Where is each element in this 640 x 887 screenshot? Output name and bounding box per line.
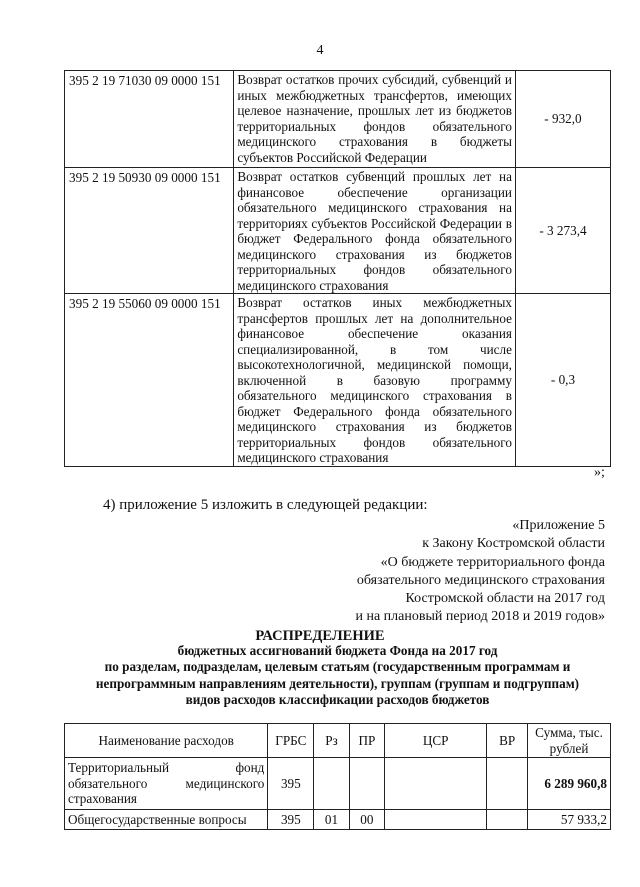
header-sum: Сумма, тыс. рублей: [528, 724, 611, 758]
table-row: [65, 71, 611, 168]
amount-cell: - 3 273,4: [515, 168, 610, 294]
expense-name-cell: Общегосударственные вопросы: [65, 809, 268, 830]
header-csr: ЦСР: [385, 724, 487, 758]
table-row: [65, 294, 611, 467]
table-row: [65, 809, 611, 830]
csr-cell: [385, 809, 487, 830]
description-cell: Возврат остатков прочих субсидий, субвенций и иных межбюджетных трансфертов, имеющих целевое назначение, прошлых лет из бюджетов территориальных фондов обязательного медицинского страхования в бюджеты субъектов Российской Федерации: [234, 71, 516, 168]
pr-cell: 00: [349, 809, 384, 830]
annex-line: Костромской области на 2017 год: [405, 591, 605, 607]
expenditure-table: [64, 723, 611, 830]
subtitle-line: по разделам, подразделам, целевым статьям (государственным программам и: [104, 659, 571, 675]
rz-cell: [314, 758, 349, 810]
vr-cell: [487, 809, 528, 830]
annex-line: «О бюджете территориального фонда: [380, 554, 605, 570]
expense-name-cell: Территориальный фонд обязательного медицинского страхования: [65, 758, 268, 810]
grbs-cell: 395: [268, 758, 314, 810]
rz-cell: 01: [314, 809, 349, 830]
header-grbs: ГРБС: [268, 724, 314, 758]
amount-cell: - 0,3: [515, 294, 610, 467]
budget-code-cell: 395 2 19 50930 09 0000 151: [65, 168, 234, 294]
budget-code-cell: 395 2 19 55060 09 0000 151: [65, 294, 234, 467]
header-vr: ВР: [487, 724, 528, 758]
grbs-cell: 395: [268, 809, 314, 830]
pr-cell: [349, 758, 384, 810]
page-number: 4: [316, 43, 324, 58]
annex-header: [355, 517, 605, 627]
annex-line: и на плановый период 2018 и 2019 годов»: [355, 609, 605, 625]
description-cell: Возврат остатков субвенций прошлых лет на финансовое обеспечение организации обязательного медицинского страхования на территориях субъектов Российской Федерации в бюджет Федерального фонда обязательного медицинского страхования из бюджетов территориальных фондов обязательного медицинского страхования: [234, 168, 516, 294]
closing-quote: »;: [594, 465, 605, 480]
annex-line: обязательного медицинского страхования: [356, 572, 605, 588]
annex-line: к Закону Костромской области: [422, 536, 605, 552]
csr-cell: [385, 758, 487, 810]
table-row: [65, 168, 611, 294]
vr-cell: [487, 758, 528, 810]
budget-code-cell: 395 2 19 71030 09 0000 151: [65, 71, 234, 168]
revenue-return-table: [64, 70, 611, 467]
description-cell: Возврат остатков иных межбюджетных трансфертов прошлых лет на дополнительное финансовое обеспечение оказания специализированной, в том числе высокотехнологичной, медицинской помощи, включенной в базовую программу обязательного медицинского страхования в бюджет Федерального фонда обязательного медицинского страхования из бюджетов территориальных фондов обязательного медицинского страхования: [234, 294, 516, 467]
sum-cell: 57 933,2: [528, 809, 611, 830]
subtitle-line: видов расходов классификации расходов бюджетов: [185, 692, 490, 708]
table-row: [65, 758, 611, 810]
section-title: РАСПРЕДЕЛЕНИЕ: [255, 628, 385, 644]
header-rz: Рз: [314, 724, 349, 758]
section-subtitle: [64, 643, 611, 709]
header-row: [65, 724, 611, 758]
subtitle-line: бюджетных ассигнований бюджета Фонда на 2017 год: [177, 643, 498, 658]
amendment-paragraph: 4) приложение 5 изложить в следующей редакции:: [103, 497, 428, 513]
header-name: Наименование расходов: [65, 724, 268, 758]
sum-cell: 6 289 960,8: [528, 758, 611, 810]
subtitle-line: непрограммным направлениям деятельности), группам (группам и подгруппам): [95, 675, 580, 691]
annex-line: «Приложение 5: [512, 518, 605, 533]
header-pr: ПР: [349, 724, 384, 758]
amount-cell: - 932,0: [515, 71, 610, 168]
